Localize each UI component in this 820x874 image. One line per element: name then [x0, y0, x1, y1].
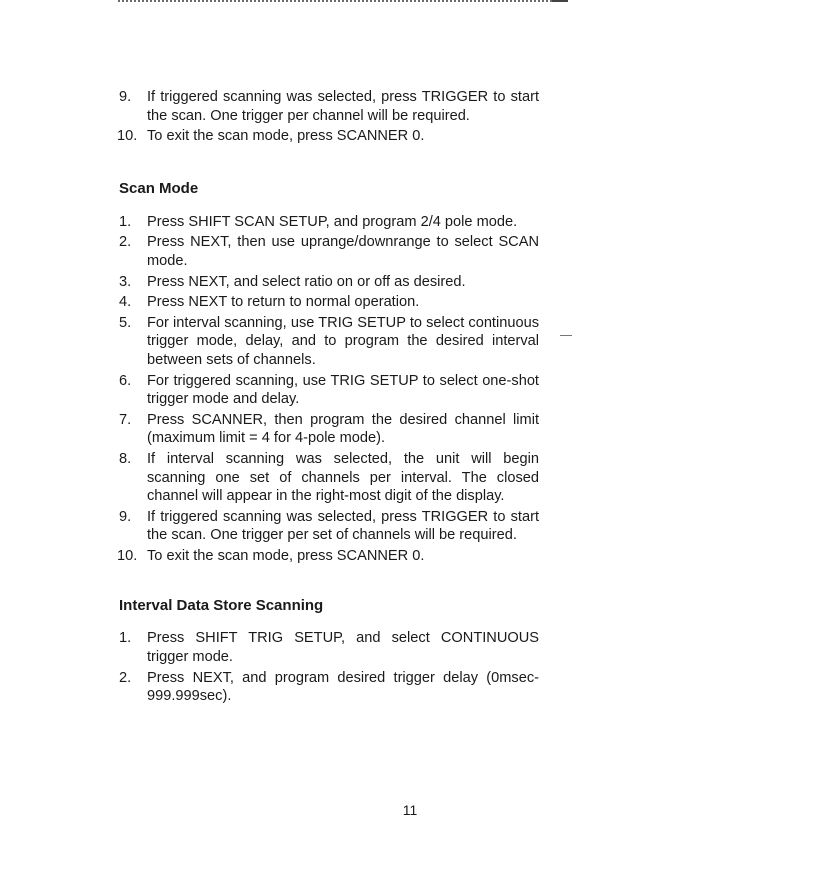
item-text: To exit the scan mode, press SCANNER 0.: [147, 128, 425, 145]
intro-list: [119, 88, 539, 146]
list-item: [119, 411, 539, 448]
item-text: If interval scanning was selected, the unit will begin scanning one set of channels per interval. The closed channel will appear in the right-most digit of the display.: [147, 450, 539, 505]
item-number: 2.: [119, 234, 132, 251]
item-number: 6.: [119, 372, 132, 389]
list-item: [119, 547, 539, 566]
item-number: 7.: [119, 411, 132, 428]
list-item: [119, 450, 539, 506]
item-text: If triggered scanning was selected, press TRIGGER to start the scan. One trigger per set of channels will be required.: [147, 508, 539, 544]
item-number: 2.: [119, 669, 132, 686]
list-item: [119, 314, 539, 370]
margin-mark: [560, 335, 572, 336]
item-text: For interval scanning, use TRIG SETUP to select continuous trigger mode, delay, and to program the desired interval between sets of channels.: [147, 314, 539, 368]
item-text: Press SHIFT TRIG SETUP, and select CONTINUOUS trigger mode.: [147, 630, 539, 666]
list-item: [119, 127, 539, 146]
page-number: 11: [402, 802, 418, 818]
list-item: [119, 293, 539, 312]
item-text: If triggered scanning was selected, press TRIGGER to start the scan. One trigger per channel will be required.: [147, 89, 539, 124]
item-number: 4.: [119, 294, 132, 311]
list-item: [119, 508, 539, 545]
document-body: [119, 86, 539, 706]
item-text: Press NEXT, and select ratio on or off as desired.: [147, 273, 466, 290]
list-item: [119, 629, 539, 666]
section-heading-scan-mode: Scan Mode: [119, 179, 199, 197]
list-item: [119, 213, 539, 232]
item-text: For triggered scanning, use TRIG SETUP to select one-shot trigger mode and delay.: [147, 372, 539, 408]
scan-mode-list: [119, 213, 539, 566]
list-item: [119, 88, 539, 125]
item-text: Press SCANNER, then program the desired channel limit (maximum limit = 4 for 4-pole mode).: [147, 411, 539, 447]
item-text: Press NEXT, and program desired trigger delay (0msec-999.999sec).: [147, 669, 539, 705]
section-heading-interval-data-store: Interval Data Store Scanning: [119, 597, 324, 615]
item-number: 9.: [119, 508, 132, 525]
list-item: [119, 669, 539, 706]
item-number: 3.: [119, 273, 132, 290]
item-number: 9.: [119, 89, 132, 105]
list-item: [119, 233, 539, 270]
item-number: 10.: [117, 547, 138, 564]
item-text: Press NEXT to return to normal operation.: [147, 294, 420, 311]
item-number: 8.: [119, 450, 132, 467]
item-text: Press NEXT, then use uprange/downrange to select SCAN mode.: [147, 234, 539, 269]
item-number: 10.: [117, 128, 138, 145]
item-number: 5.: [119, 314, 132, 331]
list-item: [119, 273, 539, 292]
list-item: [119, 372, 539, 409]
item-text: To exit the scan mode, press SCANNER 0.: [147, 547, 425, 564]
interval-data-list: [119, 629, 539, 705]
page-top-mark: [552, 0, 568, 2]
item-number: 1.: [119, 213, 132, 230]
item-text: Press SHIFT SCAN SETUP, and program 2/4 pole mode.: [147, 213, 518, 230]
item-number: 1.: [119, 630, 132, 647]
page-top-rule: [118, 0, 568, 5]
